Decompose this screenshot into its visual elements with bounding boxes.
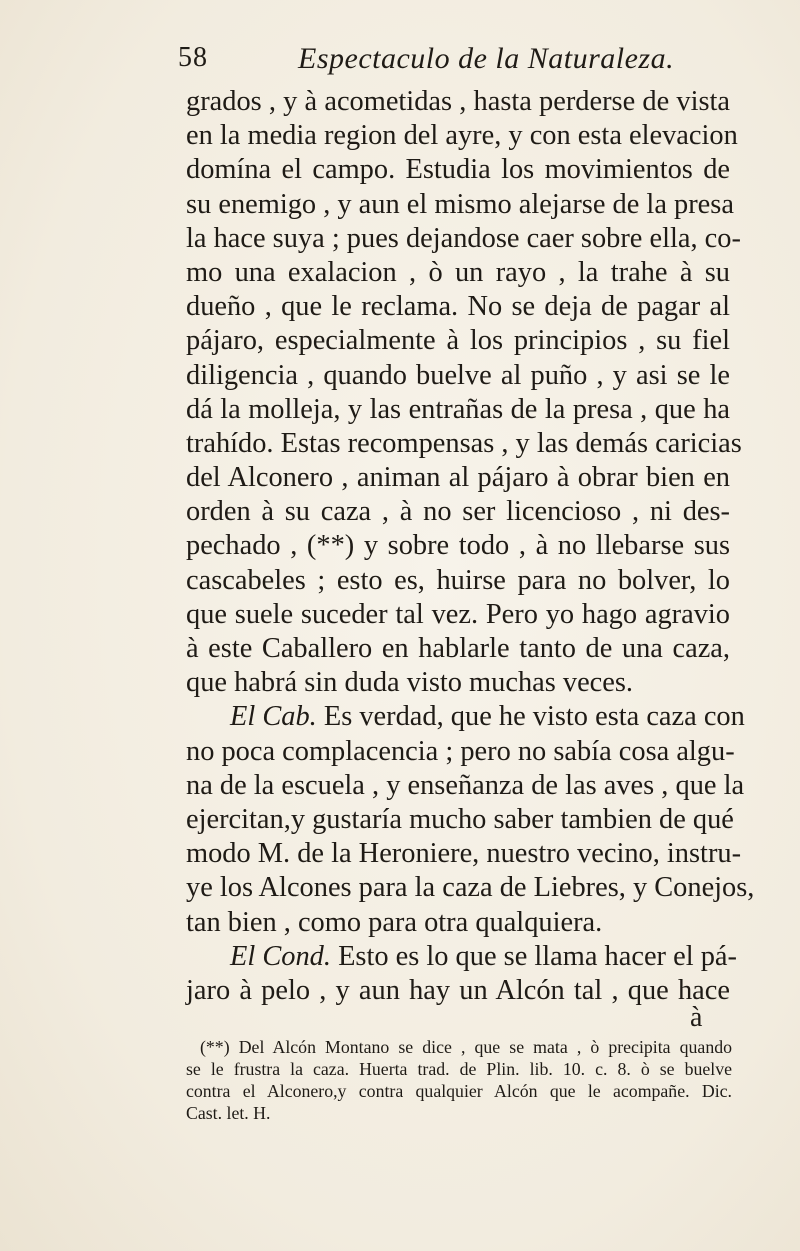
catchword: à [690,1002,703,1033]
text-line: trahído. Estas recompensas , y las demás caricias [186,427,742,459]
dialogue-line [186,940,737,974]
dialogue-text: Es verdad, que he visto esta caza con [323,701,745,733]
footnote [186,1036,732,1124]
page-number: 58 [178,42,208,73]
text-line: grados , y à acometidas , hasta perderse de vista [186,86,730,117]
footnote-line: contra el Alconero,y contra qualquier Alcón que le acompañe. Dic. [186,1081,732,1101]
footnote-line: (**) Del Alcón Montano se dice , que se mata , ò precipita quando [200,1037,732,1057]
text-line: modo M. de la Heroniere, nuestro vecino, instru- [186,838,742,870]
speaker-label: El Cond. [230,940,331,972]
running-title: Espectaculo de la Naturaleza. [298,42,675,75]
text-line: tan bien , como para otra qualquiera. [186,906,603,938]
text-line: dueño , que le reclama. No se deja de pagar al [186,291,730,323]
text-line: orden à su caza , à no ser licencioso , ni des- [186,496,730,528]
dialogue-text: Esto es lo que se llama hacer el pá- [338,940,737,972]
text-line: pájaro, especialmente à los principios , su fiel [186,325,730,357]
text-line: domína el campo. Estudia los movimientos de [186,154,730,186]
main-text [186,85,755,1008]
text-line: su enemigo , y aun el mismo alejarse de la presa [186,188,734,220]
speaker-label: El Cab. [230,701,317,733]
text-line: à este Caballero en hablarle tanto de una caza, [186,633,730,664]
page-header [178,42,718,86]
text-line: ejercitan,y gustaría mucho saber tambien de qué [186,803,734,835]
dialogue-line [186,700,745,734]
text-line: en la media region del ayre, y con esta elevacion [186,120,738,152]
text-line: cascabeles ; esto es, huirse para no bolver, lo [186,564,730,596]
text-line: ye los Alcones para la caza de Liebres, y Conejos, [186,872,755,904]
text-line: jaro à pelo , y aun hay un Alcón tal , que hace [186,974,730,1006]
footnote-line: se le frustra la caza. Huerta trad. de Plin. lib. 10. c. 8. ò se buelve [186,1059,732,1079]
text-line: que habrá sin duda visto muchas veces. [186,667,634,699]
text-line: pechado , (**) y sobre todo , à no llebarse sus [186,530,730,562]
text-line: no poca complacencia ; pero no sabía cosa algu- [186,735,735,767]
text-line: mo una exalacion , ò un rayo , la trahe à su [186,256,730,288]
footnote-line: Cast. let. H. [186,1103,271,1123]
text-line: del Alconero , animan al pájaro à obrar bien en [186,462,730,494]
text-line: na de la escuela , y enseñanza de las aves , que la [186,769,745,801]
text-line: dá la molleja, y las entrañas de la presa , que ha [186,393,730,425]
text-line: la hace suya ; pues dejandose caer sobre ella, co- [186,222,741,254]
text-line: que suele suceder tal vez. Pero yo hago agravio [186,598,730,630]
text-line: diligencia , quando buelve al puño , y asi se le [186,359,730,391]
